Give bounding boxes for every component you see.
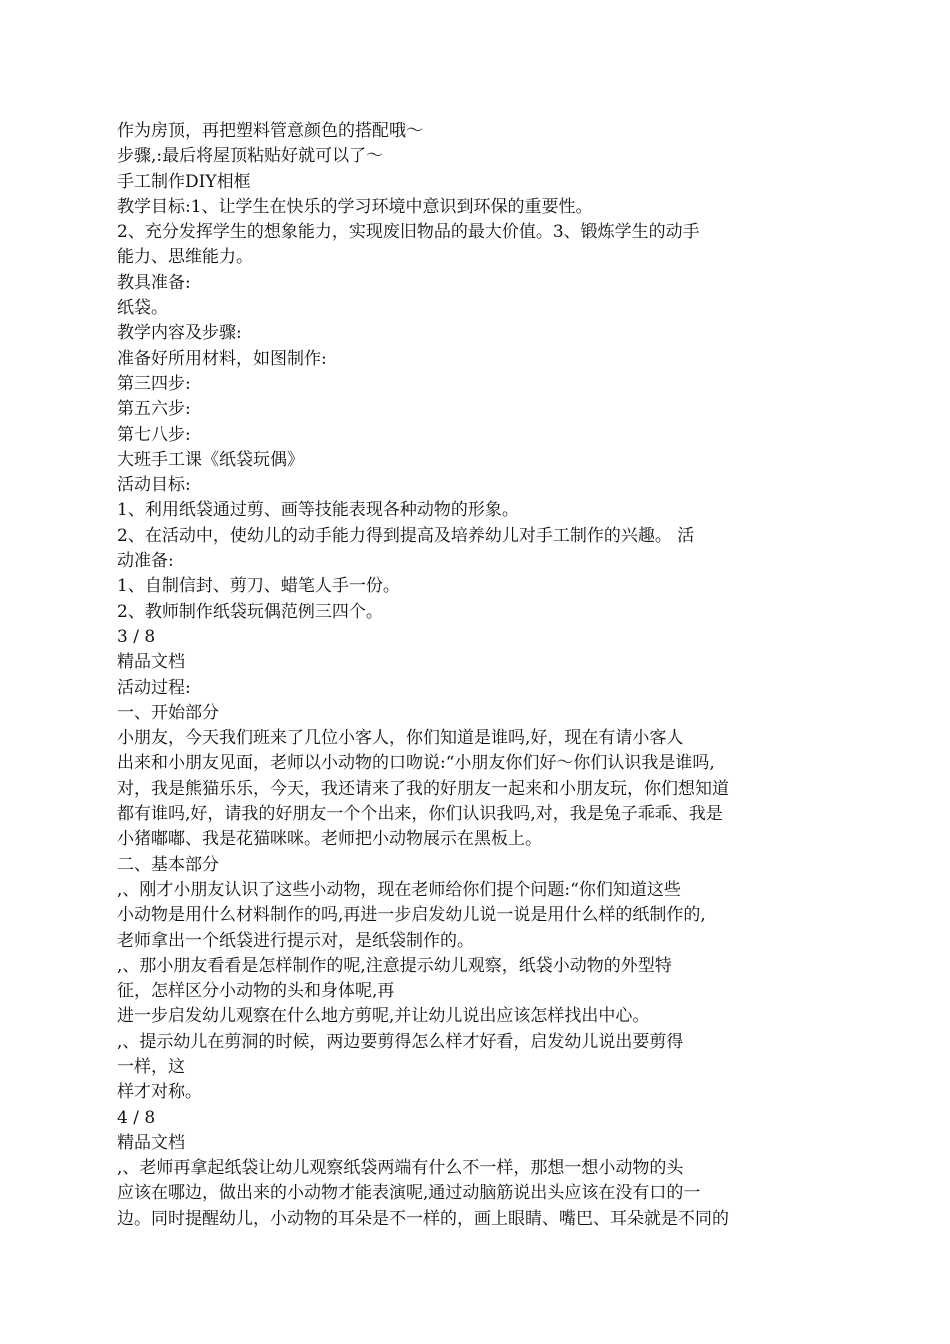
text-line: 精品文档 (117, 652, 185, 673)
text-line: 4 / 8 (117, 1107, 156, 1128)
text-line: 一、开始部分 (117, 702, 219, 723)
text-line: 二、基本部分 (117, 854, 219, 875)
text-line: 活动目标: (117, 475, 191, 496)
text-line: ,、刚才小朋友认识了这些小动物，现在老师给你们提个问题:“你们知道这些 (117, 879, 681, 900)
text-line: 老师拿出一个纸袋进行提示对，是纸袋制作的。 (117, 930, 474, 951)
text-line: 进一步启发幼儿观察在什么地方剪呢,并让幼儿说出应该怎样找出中心。 (117, 1006, 650, 1027)
text-line: 作为房顶，再把塑料管意颜色的搭配哦～ (117, 121, 423, 141)
text-line: 1、自制信封、剪刀、蜡笔人手一份。 (117, 576, 400, 597)
text-line: 应该在哪边，做出来的小动物才能表演呢,通过动脑筋说出头应该在没有口的一 (117, 1183, 701, 1204)
text-line: 教学内容及步骤: (117, 323, 242, 344)
text-line: 教学目标:1、让学生在快乐的学习环境中意识到环保的重要性。 (117, 196, 593, 217)
text-line: 活动过程: (117, 677, 191, 698)
text-line: 样才对称。 (117, 1082, 202, 1103)
text-line: 精品文档 (117, 1132, 185, 1153)
text-line: 都有谁吗,好，请我的好朋友一个个出来，你们认识我吗,对，我是兔子乖乖、我是 (117, 804, 723, 825)
text-line: 2、充分发挥学生的想象能力，实现废旧物品的最大价值。3、锻炼学生的动手 (117, 222, 700, 243)
text-line: ,、那小朋友看看是怎样制作的呢,注意提示幼儿观察，纸袋小动物的外型特 (117, 955, 672, 976)
text-line: 小朋友，今天我们班来了几位小客人，你们知道是谁吗,好，现在有请小客人 (117, 728, 684, 749)
text-line: 大班手工课《纸袋玩偶》 (117, 449, 304, 470)
text-line: 准备好所用材料，如图制作: (117, 348, 327, 369)
text-line: 1、利用纸袋通过剪、画等技能表现各种动物的形象。 (117, 500, 519, 521)
text-line: 步骤,:最后将屋顶粘贴好就可以了～ (117, 146, 384, 167)
text-line: 出来和小朋友见面，老师以小动物的口吻说:“小朋友你们好～你们认识我是谁吗, (117, 753, 715, 774)
text-line: 教具准备: (117, 272, 191, 293)
text-line: 能力、思维能力。 (117, 247, 253, 268)
text-line: 第七八步: (117, 424, 191, 445)
text-line: 第五六步: (117, 399, 191, 420)
text-line: 纸袋。 (117, 298, 168, 319)
text-line: 3 / 8 (117, 626, 156, 647)
text-line: 对，我是熊猫乐乐，今天，我还请来了我的好朋友一起来和小朋友玩，你们想知道 (117, 778, 729, 799)
text-line: 小猪嘟嘟、我是花猫咪咪。老师把小动物展示在黑板上。 (117, 829, 542, 850)
text-line: 2、在活动中，使幼儿的动手能力得到提高及培养幼儿对手工制作的兴趣。 活 (117, 525, 695, 546)
text-line: ,、提示幼儿在剪洞的时候，两边要剪得怎么样才好看，启发幼儿说出要剪得 (117, 1031, 684, 1052)
text-line: 第三四步: (117, 373, 191, 394)
text-line: ,、老师再拿起纸袋让幼儿观察纸袋两端有什么不一样，那想一想小动物的头 (117, 1158, 684, 1179)
text-line: 手工制作DIY相框 (117, 171, 251, 192)
text-line: 边。同时提醒幼儿，小动物的耳朵是不一样的，画上眼睛、嘴巴、耳朵就是不同的 (117, 1208, 729, 1229)
text-line: 征，怎样区分小动物的头和身体呢,再 (117, 981, 395, 1002)
text-line: 动准备: (117, 551, 174, 572)
text-line: 一样，这 (117, 1056, 185, 1077)
text-line: 2、教师制作纸袋玩偶范例三四个。 (117, 601, 383, 622)
document-body (117, 119, 817, 1232)
text-line: 小动物是用什么材料制作的吗,再进一步启发幼儿说一说是用什么样的纸制作的, (117, 905, 706, 926)
